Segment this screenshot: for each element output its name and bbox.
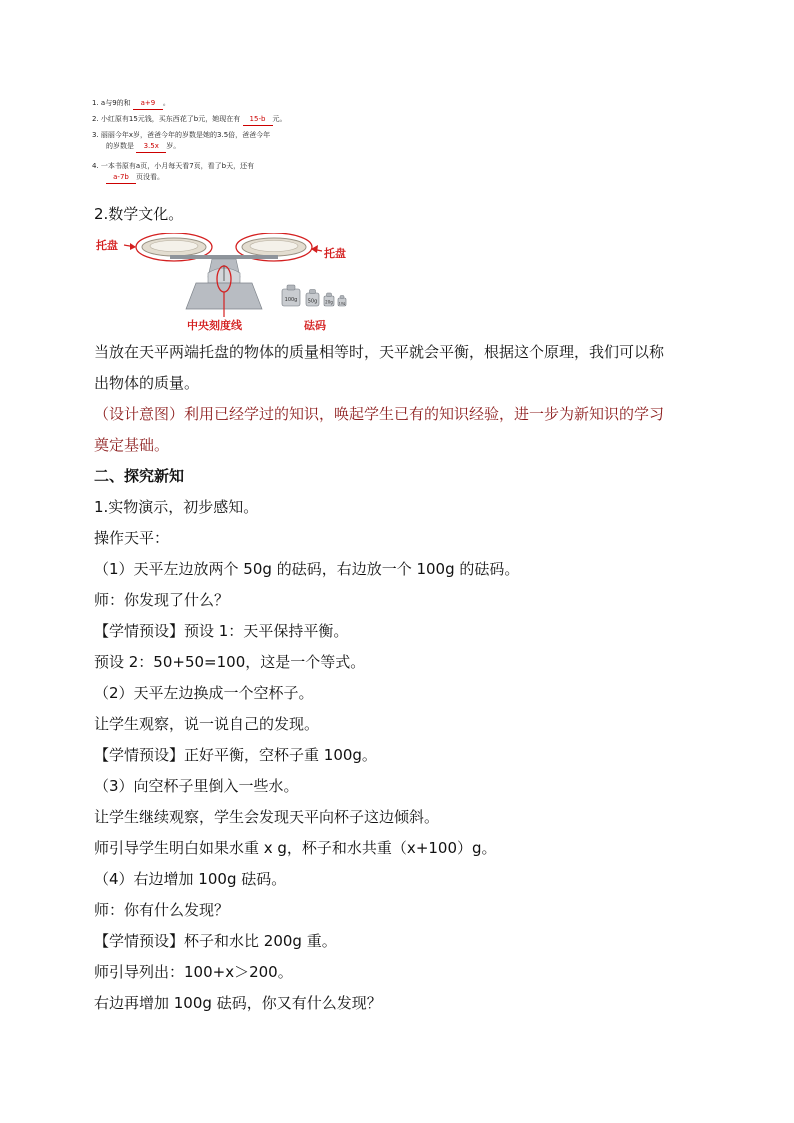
- balance-illustration: [94, 233, 364, 336]
- worksheet-question-4-cont: a-7b 页没看。: [92, 172, 322, 184]
- worksheet-question-1: 1. a与9的和 a+9 。: [92, 98, 322, 110]
- section-heading-math-culture: 2.数学文化。: [94, 205, 184, 223]
- paragraph-principle: 当放在天平两端托盘的物体的质量相等时，天平就会平衡，根据这个原理，我们可以称 出物体的质量。: [94, 343, 665, 392]
- step-line: 【学情预设】正好平衡，空杯子重 100g。: [94, 746, 377, 764]
- step-line: 师：你发现了什么？: [94, 591, 230, 609]
- step-line: 让学生继续观察，学生会发现天平向杯子这边倾斜。: [94, 808, 440, 826]
- answer-3: 3.5x: [136, 141, 166, 153]
- step-line: （1）天平左边放两个 50g 的砝码，右边放一个 100g 的砝码。: [94, 560, 520, 578]
- worksheet-question-3-cont: 的岁数是 3.5x 岁。: [92, 141, 322, 153]
- section-heading-explore: 二、探究新知: [94, 467, 185, 485]
- step-line: 预设 2：50+50=100，这是一个等式。: [94, 653, 366, 671]
- worksheet-question-3: 3. 丽丽今年x岁，爸爸今年的岁数是她的3.5倍，爸爸今年: [92, 131, 271, 139]
- weight-20g-label: 20g: [325, 299, 333, 305]
- weight-50g-label: 50g: [307, 298, 318, 305]
- step-line: 让学生观察，说一说自己的发现。: [94, 715, 320, 733]
- step-line: 师：你有什么发现？: [94, 901, 230, 919]
- answer-2: 15-b: [243, 114, 273, 126]
- weights-label: 砝码: [304, 319, 326, 332]
- worksheet-question-2: 2. 小红原有15元钱，买东西花了b元，她现在有 15-b 元。: [92, 114, 322, 126]
- weights-set: [282, 285, 346, 306]
- step-line: （3）向空杯子里倒入一些水。: [94, 777, 299, 795]
- step-line: （2）天平左边换成一个空杯子。: [94, 684, 314, 702]
- lesson-steps: [94, 492, 724, 1019]
- right-tray-label: 托盘: [324, 247, 346, 260]
- worksheet-snippet: [92, 98, 322, 184]
- step-line: 师引导学生明白如果水重 x g，杯子和水共重（x+100）g。: [94, 839, 497, 857]
- answer-1: a+9: [133, 98, 163, 110]
- step-line: 【学情预设】预设 1：天平保持平衡。: [94, 622, 349, 640]
- step-line: 右边再增加 100g 砝码，你又有什么发现？: [94, 994, 382, 1012]
- step-line: 师引导列出：100+x＞200。: [94, 963, 293, 981]
- left-tray-label: 托盘: [96, 239, 118, 252]
- weight-10g-label: 10g: [338, 301, 346, 306]
- balance-svg: [94, 233, 364, 336]
- design-intent-note: （设计意图）利用已经学过的知识，唤起学生已有的知识经验，进一步为新知识的学习 奠定基础。: [94, 405, 665, 454]
- step-line: 【学情预设】杯子和水比 200g 重。: [94, 932, 337, 950]
- step-line: 操作天平：: [94, 529, 170, 547]
- step-line: 1.实物演示，初步感知。: [94, 498, 259, 516]
- weight-100g-label: 100g: [284, 297, 298, 303]
- answer-4: a-7b: [106, 172, 136, 184]
- step-line: （4）右边增加 100g 砝码。: [94, 870, 287, 888]
- center-line-label: 中央刻度线: [187, 319, 242, 332]
- worksheet-question-4: 4. 一本书原有a页，小月每天看7页，看了b天，还有: [92, 162, 255, 170]
- balance-beam: [170, 255, 278, 259]
